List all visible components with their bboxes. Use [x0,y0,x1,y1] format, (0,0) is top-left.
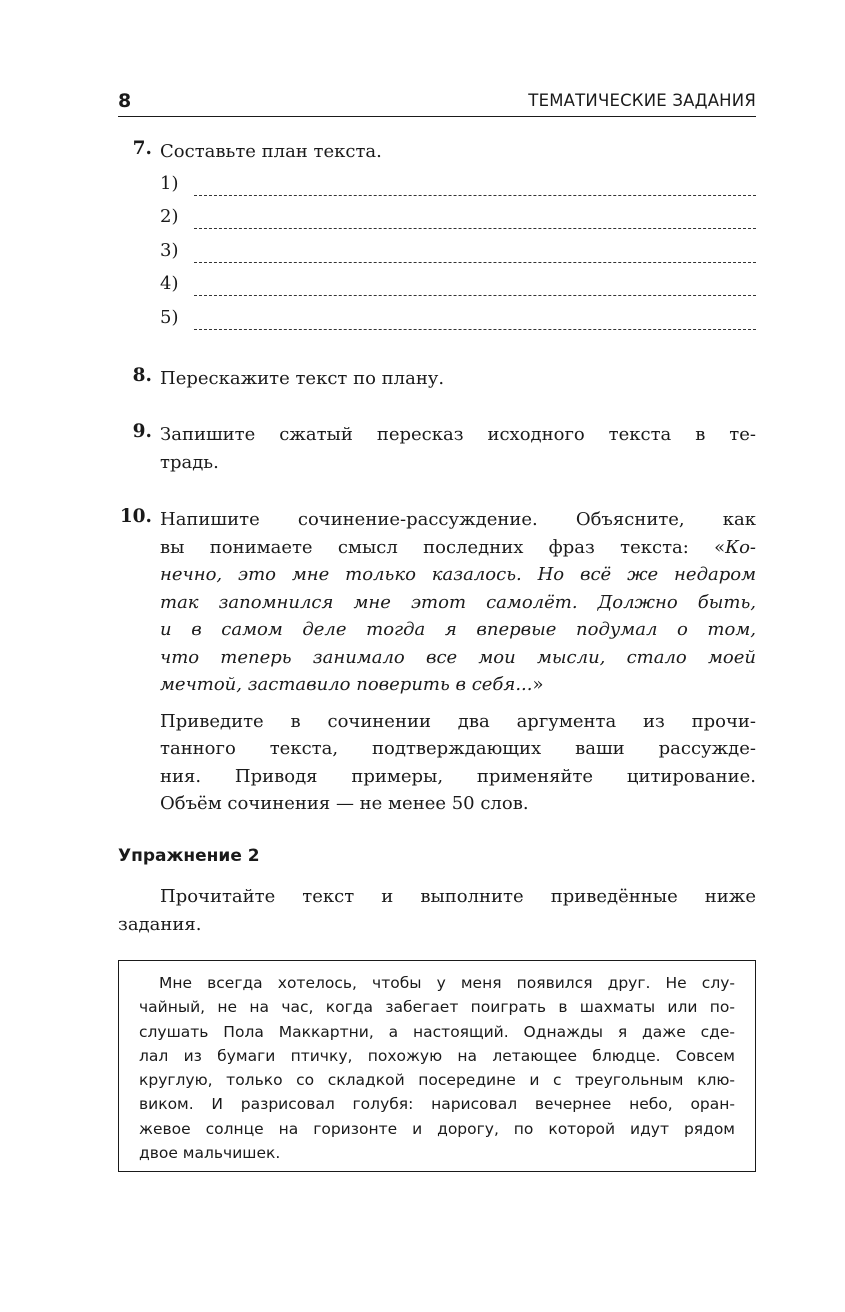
plan-item-5[interactable] [160,307,756,340]
quote-line: так запомнился мне этот самолёт. Должно быть, [160,591,756,613]
answer-line[interactable] [194,329,756,330]
instruction-line: танного текста, подтверждающих ваши рассужде- [160,738,756,759]
reading-passage-box [118,960,756,1172]
page-header [118,88,756,117]
task-text [160,365,756,393]
task-text [160,138,756,166]
task-8-text: Перескажите текст по плану. [160,368,445,389]
instruction-line: Объём сочинения — не менее 50 слов. [160,793,529,814]
plan-item-label: 4) [160,273,179,294]
task-text [160,421,756,476]
task-9-line: традь. [160,451,219,473]
exercise-intro [118,883,756,938]
instruction-line: ния. Приводя примеры, применяйте цитирование. [160,765,756,787]
passage-line: Мне всегда хотелось, чтобы у меня появился друг. Не слу- [159,974,735,992]
passage-line: круглую, только со складкой посередине и с треугольным клю- [139,1071,735,1090]
task-7-text: Составьте план текста. [160,141,382,162]
reading-passage [139,971,735,1165]
answer-line[interactable] [194,262,756,263]
task-text [160,506,756,818]
task-number: 9. [132,421,152,442]
plan-item-label: 5) [160,307,179,328]
passage-line: чайный, не на час, когда забегает поиграть в шахматы или по- [139,998,735,1017]
plan-item-label: 3) [160,240,179,261]
answer-line[interactable] [194,295,756,296]
quote-close-mark: » [532,674,544,695]
plan-item-2[interactable] [160,206,756,239]
task-number: 10. [119,506,152,527]
page-number: 8 [118,90,132,112]
quote-line: нечно, это мне только казалось. Но всё же недаром [160,564,756,585]
plan-item-3[interactable] [160,240,756,273]
passage-line: слушать Пола Маккартни, а настоящий. Однажды я даже сде- [139,1022,735,1041]
passage-line: лал из бумаги птичку, похожую на летающее блюдце. Совсем [139,1046,735,1065]
quote-line: и в самом деле тогда я впервые подумал о том, [160,619,756,640]
quote-text: мечтой, заставило поверить в себя... [160,674,533,695]
passage-line: двое мальчишек. [139,1144,281,1163]
running-title: ТЕМАТИЧЕСКИЕ ЗАДАНИЯ [528,91,756,110]
answer-line[interactable] [194,195,756,196]
plan-item-4[interactable] [160,273,756,306]
intro-line: задания. [118,913,202,935]
task-number: 8. [132,365,152,386]
task-10-line [160,534,756,562]
answer-line[interactable] [194,228,756,229]
quote-line: что теперь занимало все мои мысли, стало моей [160,646,756,668]
passage-line: жевое солнце на горизонте и дорогу, по которой идут рядом [139,1119,735,1138]
passage-line: виком. И разрисовал голубя: нарисовал вечернее небо, оран- [139,1095,735,1114]
intro-line: Прочитайте текст и выполните приведённые ниже [160,886,756,907]
task-10-line: Напишите сочинение-рассуждение. Объясните, как [160,509,756,530]
plan-item-1[interactable] [160,173,756,206]
exercise-title: Упражнение 2 [118,846,260,866]
instruction-line: Приведите в сочинении два аргумента из прочи- [160,710,756,732]
prompt-text: вы понимаете смысл последних фраз текста: « [160,536,726,558]
task-number: 7. [132,138,152,159]
plan-item-label: 1) [160,173,179,194]
quote-text: Ко- [725,536,756,558]
quote-line [160,671,756,699]
plan-item-label: 2) [160,206,179,227]
task-9-line: Запишите сжатый пересказ исходного текста в те- [160,424,756,445]
